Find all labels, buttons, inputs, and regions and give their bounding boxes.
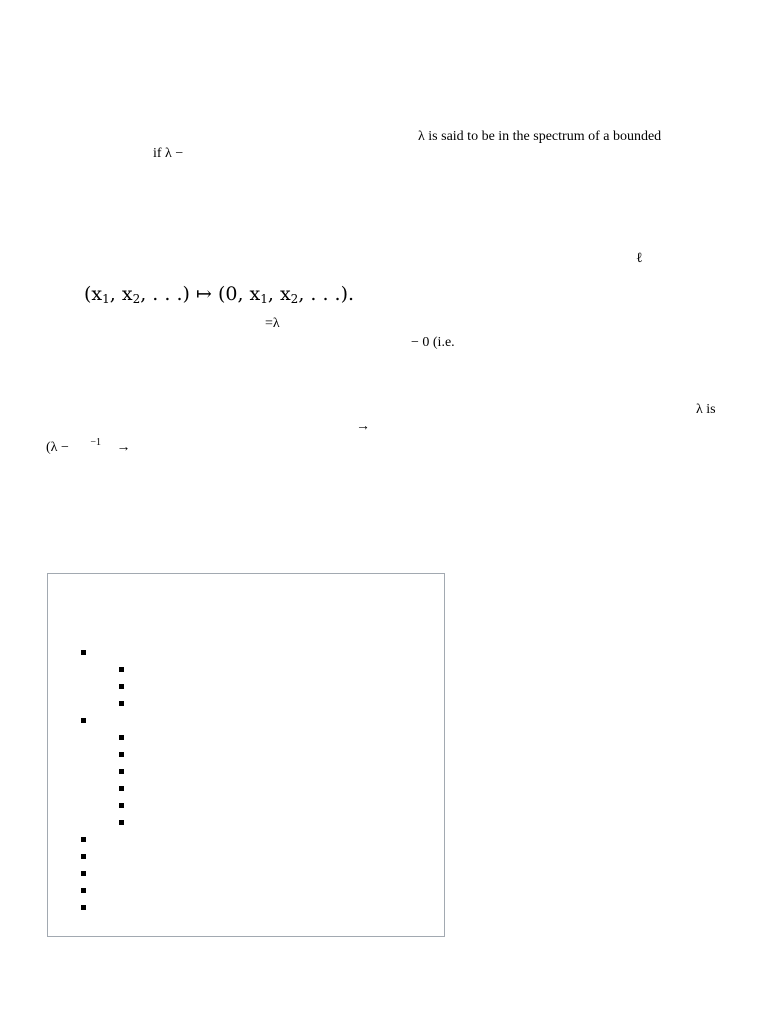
minus-zero-text: − 0 (i.e. bbox=[411, 335, 455, 350]
toc-bullet bbox=[81, 854, 86, 859]
toc-sub-bullet bbox=[119, 684, 124, 689]
toc-bullet bbox=[81, 650, 86, 655]
toc-sub-bullet bbox=[119, 803, 124, 808]
lambda-is-text: λ is bbox=[696, 402, 716, 417]
inverse-exponent: −1 bbox=[90, 437, 101, 448]
right-arrow-2: → bbox=[116, 440, 131, 455]
toc-sub-bullet bbox=[119, 667, 124, 672]
ell-symbol: ℓ bbox=[636, 251, 643, 266]
right-arrow: → bbox=[356, 419, 370, 434]
resolvent-expression bbox=[46, 437, 131, 457]
toc-bullet bbox=[81, 888, 86, 893]
toc-bullet bbox=[81, 871, 86, 876]
toc-bullet bbox=[81, 905, 86, 910]
toc-bullet bbox=[81, 718, 86, 723]
table-of-contents bbox=[47, 573, 445, 937]
toc-sub-bullet bbox=[119, 769, 124, 774]
toc-sub-bullet bbox=[119, 752, 124, 757]
equals-lambda-text: =λ bbox=[265, 316, 280, 331]
toc-sub-bullet bbox=[119, 735, 124, 740]
toc-bullet bbox=[81, 837, 86, 842]
shift-operator-formula: ($x_1$, $x_2$, . . .) ↦ (0, $x_1$, $x_2$, . . .). bbox=[84, 283, 355, 306]
spectrum-condition-text: if λ − bbox=[153, 146, 184, 161]
spectrum-definition-text: λ is said to be in the spectrum of a bounded bbox=[418, 129, 662, 144]
toc-sub-bullet bbox=[119, 786, 124, 791]
toc-sub-bullet bbox=[119, 820, 124, 825]
toc-sub-bullet bbox=[119, 701, 124, 706]
resolvent-open-text: (λ − bbox=[46, 440, 69, 455]
